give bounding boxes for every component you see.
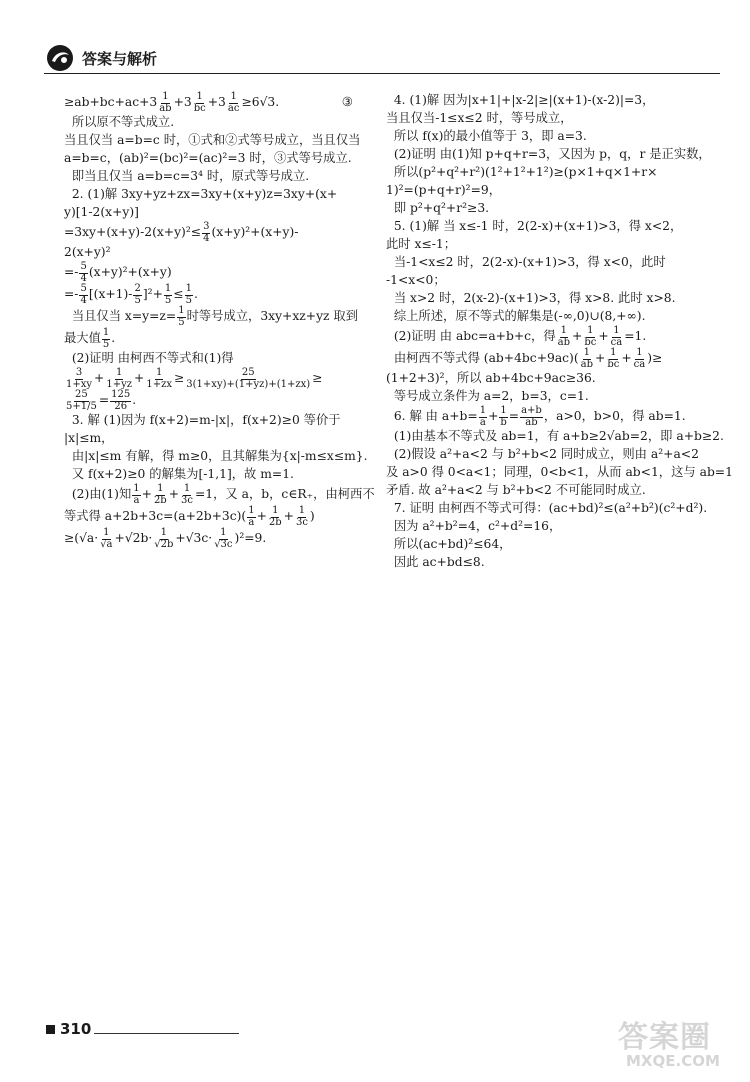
text-run: . [193, 287, 198, 302]
text-run: ≥ [173, 371, 185, 386]
fraction-denominator: 4 [80, 294, 87, 306]
text-line [386, 554, 704, 572]
fraction-denominator: ab [557, 336, 571, 348]
fraction [295, 506, 309, 528]
text-line [386, 272, 704, 290]
fraction-numerator: 1 [587, 325, 594, 336]
text-line [386, 218, 704, 236]
text-run: 因此 ac+bd≤8. [386, 555, 485, 570]
fraction-numerator: 1 [196, 91, 203, 102]
text-line [386, 182, 704, 200]
fraction-numerator: 1 [157, 483, 164, 494]
text-run: (2)证明 由 abc=a+b+c，得 [386, 329, 556, 344]
text-run: (x+y)²+(x+y)- [211, 225, 299, 240]
text-line [64, 368, 369, 390]
fraction [499, 406, 507, 428]
fraction-denominator: 5 [185, 294, 192, 306]
text-run: 当且仅当-1≤x≤2 时，等号成立， [386, 111, 573, 126]
logo-icon [46, 44, 74, 72]
text-run: 由柯西不等式得 (ab+4bc+9ac)( [386, 351, 579, 366]
fraction [185, 284, 193, 306]
fraction-denominator: √3c [214, 538, 233, 550]
text-run: ③ [279, 95, 353, 110]
text-line [386, 290, 704, 308]
text-line [386, 326, 704, 348]
text-run: +√3c· [175, 531, 213, 546]
text-run: 3. 解 (1)因为 f(x+2)=m-|x|，f(x+2)≥0 等价于 [64, 413, 341, 428]
fraction-denominator: 5+1/5 [66, 400, 97, 412]
text-line [64, 506, 369, 528]
text-run: 2. (1)解 3xy+yz+zx=3xy+(x+y)z=3xy+(x+ [64, 187, 338, 202]
text-run: 因为 a²+b²=4，c²+d²=16， [386, 519, 562, 534]
text-line [64, 328, 369, 350]
right-column [386, 92, 733, 572]
text-run: ≥6√3. [241, 95, 280, 110]
fraction-denominator: √a [100, 538, 113, 550]
text-run: [(x+1)- [88, 287, 133, 302]
fraction [193, 92, 207, 114]
fraction [164, 284, 172, 306]
footer-square-icon [46, 1025, 55, 1034]
text-run: (2)证明 由柯西不等式和(1)得 [64, 351, 234, 366]
text-run: 及 a>0 得 0<a<1；同理，0<b<1，从而 ab<1，这与 ab=1 [386, 465, 733, 480]
text-line [64, 262, 369, 284]
fraction-numerator: 1 [133, 483, 140, 494]
text-run: (1+2+3)²，所以 ab+4bc+9ac≥36. [386, 371, 596, 386]
fraction-denominator: ac [227, 102, 240, 114]
fraction [610, 326, 624, 348]
text-line [64, 114, 369, 132]
fraction [180, 484, 194, 506]
fraction-numerator: 1 [230, 91, 237, 102]
text-run: ，a>0，b>0，得 ab=1. [543, 409, 686, 424]
text-run: +3 [173, 95, 192, 110]
text-run: =1. [624, 329, 647, 344]
fraction-denominator: 5 [178, 316, 185, 328]
fraction-denominator: 4 [203, 232, 210, 244]
text-line [386, 464, 733, 482]
fraction-denominator: 1+xy [66, 378, 93, 390]
fraction [133, 284, 141, 306]
fraction-numerator: 1 [583, 347, 591, 358]
fraction-numerator: 1 [115, 367, 123, 378]
text-run: = [508, 409, 520, 424]
text-line [386, 536, 704, 554]
text-line [386, 388, 704, 406]
fraction [580, 348, 594, 370]
fraction-numerator: 1 [155, 367, 163, 378]
text-line [64, 132, 369, 150]
text-run: 所以(ac+bd)²≤64， [386, 537, 512, 552]
watermark-text-top: 答案圈 [618, 1020, 711, 1055]
fraction-numerator: 125 [111, 389, 131, 400]
fraction-numerator: 1 [220, 527, 227, 538]
text-run: . [132, 393, 137, 408]
text-run: a=b=c，(ab)²=(bc)²=(ac)²=3 时，③式等号成立. [64, 151, 352, 166]
watermark-text-bottom: MXQE.COM [626, 1052, 720, 1070]
text-run: 5. (1)解 当 x≤-1 时，2(2-x)+(x+1)>3，得 x<2， [386, 219, 683, 234]
text-line [64, 284, 369, 306]
text-line [64, 528, 369, 550]
text-run: 所以原不等式成立. [64, 115, 175, 130]
fraction-numerator: 1 [610, 347, 617, 358]
text-run: = [98, 393, 110, 408]
fraction [132, 484, 140, 506]
fraction [185, 368, 311, 390]
fraction-denominator: 1+yz [106, 378, 133, 390]
fraction [110, 390, 131, 412]
fraction-numerator: 1 [613, 325, 620, 336]
fraction-numerator: 1 [164, 283, 172, 294]
text-line [64, 204, 369, 222]
text-line [64, 412, 369, 430]
text-line [64, 186, 369, 204]
fraction-numerator: 1 [185, 283, 192, 294]
text-run: ≥(√a· [64, 531, 99, 546]
text-line [386, 406, 704, 428]
text-run: 当-1<x≤2 时，2(2-x)-(x+1)>3，得 x<0，此时 [386, 255, 666, 270]
left-column [64, 91, 375, 550]
text-run: (2)证明 由(1)知 p+q+r=3，又因为 p，q，r 是正实数， [386, 147, 711, 162]
text-run: =1，又 a，b，c∈R₊，由柯西不 [194, 487, 375, 502]
text-run: 1)²=(p+q+r)²=9， [386, 183, 502, 198]
fraction-numerator: 1 [103, 527, 110, 538]
text-run: + [488, 409, 499, 424]
fraction-denominator: a [133, 494, 140, 506]
fraction-numerator: 25 [75, 389, 88, 400]
text-run: 时等号成立，3xy+xz+yz 取到 [186, 309, 358, 324]
text-run: (2)由(1)知 [64, 487, 132, 502]
fraction-numerator: 5 [80, 261, 87, 272]
text-run: ) [309, 509, 315, 524]
fraction-denominator: a [248, 516, 255, 528]
fraction-numerator: 1 [183, 483, 191, 494]
text-run: 所以(p²+q²+r²)(1²+1²+1²)≥(p×1+q×1+r× [386, 165, 658, 180]
text-line [386, 500, 708, 518]
text-run: 6. 解 由 a+b= [386, 409, 478, 424]
text-run: ]²+ [142, 287, 163, 302]
text-run: + [134, 371, 145, 386]
fraction-numerator: 25 [241, 367, 255, 378]
text-line [386, 164, 704, 182]
text-run: +3 [207, 95, 226, 110]
text-run: 由|x|≤m 有解，得 m≥0，且其解集为{x|-m≤x≤m}. [64, 449, 368, 464]
fraction [105, 368, 133, 390]
text-run: (2)假设 a²+a<2 与 b²+b<2 同时成立，则由 a²+a<2 [386, 447, 699, 462]
text-run: =- [64, 265, 79, 280]
header-divider [44, 73, 720, 74]
fraction-numerator: 5 [80, 283, 87, 294]
text-line [64, 150, 369, 168]
fraction-denominator: b [500, 416, 507, 428]
fraction-denominator: 4 [80, 272, 87, 284]
text-line [386, 482, 704, 500]
fraction-numerator: 1 [560, 325, 568, 336]
text-run: (x+y)²+(x+y) [88, 265, 172, 280]
header-title: 答案与解析 [82, 50, 158, 68]
fraction [158, 92, 172, 114]
text-line [64, 244, 369, 262]
fraction [247, 506, 255, 528]
fraction [606, 348, 620, 370]
fraction-numerator: 1 [298, 505, 306, 516]
text-run: -1<x<0； [386, 273, 446, 288]
fraction-numerator: 1 [162, 91, 169, 102]
fraction [65, 368, 93, 390]
fraction-denominator: 5 [102, 338, 110, 350]
text-line [64, 430, 369, 448]
fraction-numerator: 1 [500, 405, 507, 416]
page-number: 310 [60, 1020, 92, 1038]
fraction [479, 406, 487, 428]
text-run: (1)由基本不等式及 ab=1，有 a+b≥2√ab=2，即 a+b≥2. [386, 429, 724, 444]
text-run: 即 p²+q²+r²≥3. [386, 201, 490, 216]
text-run: + [283, 509, 294, 524]
text-line [64, 306, 369, 328]
text-run: 2(x+y)² [64, 245, 111, 260]
text-line [64, 390, 369, 412]
page-header [30, 40, 720, 80]
text-run: + [141, 487, 152, 502]
fraction [99, 528, 113, 550]
fraction [153, 528, 174, 550]
text-run: 此时 x≤-1； [386, 237, 457, 252]
fraction-denominator: ca [610, 336, 623, 348]
fraction-denominator: √2b [154, 538, 174, 550]
text-line [64, 168, 369, 186]
fraction [583, 326, 597, 348]
fraction [268, 506, 283, 528]
fraction-denominator: ab [580, 358, 594, 370]
text-run: 等号成立条件为 a=2，b=3，c=1. [386, 389, 589, 404]
fraction-denominator: 5 [164, 294, 172, 306]
fraction-denominator: 2b [153, 494, 167, 506]
text-run: + [94, 371, 105, 386]
fraction-denominator: ab [159, 102, 172, 114]
fraction-numerator: 1 [479, 405, 487, 416]
text-line [386, 146, 711, 164]
text-line [64, 448, 369, 466]
fraction [557, 326, 571, 348]
text-line [386, 92, 704, 110]
fraction [177, 306, 185, 328]
text-line [386, 370, 704, 388]
text-line [386, 446, 704, 464]
text-run: =- [64, 287, 79, 302]
fraction-numerator: 1 [178, 305, 185, 316]
fraction-denominator: 3c [181, 494, 193, 506]
text-run: 等式得 a+2b+3c=(a+2b+3c)( [64, 509, 247, 524]
fraction [79, 262, 87, 284]
text-line [64, 222, 369, 244]
text-line [386, 518, 704, 536]
fraction-denominator: bc [607, 358, 620, 370]
fraction-numerator: 3 [75, 367, 83, 378]
fraction-numerator: 1 [636, 347, 643, 358]
text-line [386, 110, 704, 128]
fraction [227, 92, 241, 114]
text-run: + [595, 351, 606, 366]
fraction [102, 328, 110, 350]
text-line [386, 236, 704, 254]
text-line [386, 428, 724, 446]
text-run: 又 f(x+2)≥0 的解集为[-1,1]，故 m=1. [64, 467, 294, 482]
fraction [202, 222, 210, 244]
fraction-numerator: 1 [160, 527, 168, 538]
footer-divider [94, 1033, 239, 1034]
text-run: +√2b· [114, 531, 153, 546]
fraction-denominator: ca [633, 358, 646, 370]
fraction-denominator: 3c [295, 516, 308, 528]
fraction [153, 484, 168, 506]
fraction-denominator: 26 [114, 400, 128, 412]
text-line [386, 308, 704, 326]
text-line [64, 92, 369, 114]
text-line [64, 483, 375, 506]
text-run: ≥ [312, 371, 323, 386]
fraction-numerator: 3 [203, 221, 210, 232]
fraction-numerator: 1 [102, 327, 110, 338]
text-run: |x|≤m， [64, 431, 114, 446]
text-run: 所以 f(x)的最小值等于 3，即 a=3. [386, 129, 587, 144]
text-run: ≥ab+bc+ac+3 [64, 95, 158, 110]
text-run: . [111, 331, 116, 346]
text-line [386, 128, 704, 146]
text-run: + [256, 509, 267, 524]
text-line [386, 200, 704, 218]
fraction [79, 284, 87, 306]
fraction-numerator: a+b [521, 405, 542, 416]
text-run: 综上所述，原不等式的解集是(-∞,0)∪(8,+∞). [386, 309, 646, 324]
fraction [633, 348, 647, 370]
text-line [386, 348, 704, 370]
fraction [213, 528, 233, 550]
text-run: 当且仅当 a=b=c 时，①式和②式等号成立，当且仅当 [64, 133, 361, 148]
text-run: + [598, 329, 609, 344]
text-run: 矛盾. 故 a²+a<2 与 b²+b<2 不可能同时成立. [386, 483, 646, 498]
fraction-denominator: 5 [134, 294, 141, 306]
text-run: =3xy+(x+y)-2(x+y)²≤ [64, 225, 202, 240]
text-run: 4. (1)解 因为|x+1|+|x-2|≥|(x+1)-(x-2)|=3， [386, 93, 655, 108]
fraction [65, 390, 98, 412]
fraction-numerator: 2 [134, 283, 141, 294]
text-run: 当 x>2 时，2(x-2)-(x+1)>3，得 x>8. 此时 x>8. [386, 291, 676, 306]
text-run: y)[1-2(x+y)] [64, 205, 139, 220]
text-run: )²=9. [234, 531, 267, 546]
text-run: 当且仅当 x=y=z= [64, 309, 177, 324]
fraction-denominator: 1+zx [146, 378, 172, 390]
text-line [386, 254, 704, 272]
text-run: ≤ [173, 287, 184, 302]
fraction-denominator: bc [584, 336, 597, 348]
text-run: 最大值 [64, 331, 101, 346]
text-line [64, 350, 369, 368]
text-line [64, 466, 369, 484]
text-run: + [168, 487, 180, 502]
fraction [145, 368, 173, 390]
fraction-denominator: a [479, 416, 486, 428]
fraction-denominator: 3(1+xy)+(1+yz)+(1+zx) [186, 378, 311, 390]
fraction-numerator: 1 [272, 505, 279, 516]
fraction-numerator: 1 [248, 505, 255, 516]
text-run: )≥ [647, 351, 663, 366]
text-run: + [621, 351, 632, 366]
text-run: + [572, 329, 583, 344]
fraction-denominator: 2b [268, 516, 282, 528]
text-run: 即当且仅当 a=b=c=3⁴ 时，原式等号成立. [64, 169, 310, 184]
text-run: 7. 证明 由柯西不等式可得：(ac+bd)²≤(a²+b²)(c²+d²). [386, 501, 708, 516]
watermark-logo [618, 1012, 728, 1072]
fraction-denominator: bc [193, 102, 206, 114]
fraction [520, 406, 543, 428]
fraction-denominator: ab [525, 416, 538, 428]
